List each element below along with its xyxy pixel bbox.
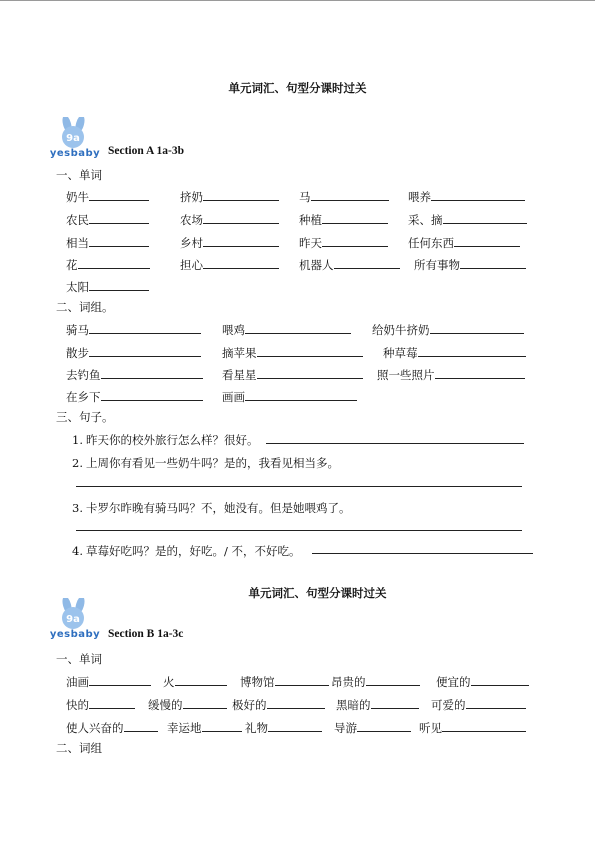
section-a-phrases-heading: 二、词组。 — [56, 300, 114, 314]
phrase-label: 去钓鱼 — [66, 368, 101, 382]
answer-blank[interactable] — [89, 697, 135, 709]
answer-line[interactable] — [76, 486, 522, 487]
word-label: 乡村 — [180, 236, 203, 250]
sentence-text: 草莓好吃吗？是的，好吃。/ 不，不好吃。 — [86, 544, 301, 558]
section-a-words-heading: 一、单词 — [56, 168, 102, 182]
answer-blank[interactable] — [203, 235, 279, 247]
answer-blank[interactable] — [257, 367, 363, 379]
top-rule — [0, 0, 595, 1]
yesbaby-logo — [45, 598, 105, 642]
word-label: 便宜的 — [436, 675, 471, 689]
answer-line[interactable] — [76, 530, 522, 531]
phrase-label: 在乡下 — [66, 390, 101, 404]
words-row — [0, 697, 595, 713]
word-label: 昂贵的 — [331, 675, 366, 689]
word-label: 太阳 — [66, 280, 89, 294]
word-label: 可爱的 — [431, 698, 466, 712]
svg-text:9a: 9a — [66, 133, 80, 144]
answer-blank[interactable] — [431, 189, 525, 201]
phrase-label: 种草莓 — [383, 346, 418, 360]
word-label: 火 — [163, 675, 175, 689]
phrase-label: 散步 — [66, 346, 89, 360]
answer-blank[interactable] — [311, 189, 389, 201]
sentence-item: 4. 草莓好吃吗？是的，好吃。/ 不，不好吃。 — [72, 544, 301, 558]
section-a-title: Section A 1a-3b — [108, 145, 185, 157]
yesbaby-logo — [45, 117, 105, 161]
sentence-text: 上周你有看见一些奶牛吗？是的，我看见相当多。 — [86, 456, 339, 470]
answer-line[interactable] — [266, 443, 524, 444]
answer-blank[interactable] — [322, 235, 388, 247]
section-b-title: Section B 1a-3c — [108, 628, 184, 640]
answer-blank[interactable] — [257, 345, 363, 357]
word-label: 喂养 — [408, 190, 431, 204]
answer-blank[interactable] — [89, 322, 201, 334]
answer-blank[interactable] — [245, 322, 351, 334]
answer-blank[interactable] — [245, 389, 357, 401]
answer-blank[interactable] — [442, 720, 526, 732]
answer-blank[interactable] — [78, 257, 150, 269]
phrase-label: 摘苹果 — [222, 346, 257, 360]
sentence-item: 2. 上周你有看见一些奶牛吗？是的，我看见相当多。 — [72, 456, 339, 470]
phrase-label: 喂鸡 — [222, 323, 245, 337]
word-label: 农民 — [66, 213, 89, 227]
answer-blank[interactable] — [275, 674, 329, 686]
words-row — [0, 212, 595, 228]
words-row — [0, 189, 595, 205]
word-label: 马 — [299, 190, 311, 204]
phrase-label: 给奶牛挤奶 — [372, 323, 430, 337]
answer-blank[interactable] — [124, 720, 158, 732]
answer-blank[interactable] — [454, 235, 520, 247]
words-row — [0, 674, 595, 690]
section-b-words-heading: 一、单词 — [56, 652, 102, 666]
words-row — [0, 720, 595, 736]
answer-blank[interactable] — [435, 367, 525, 379]
word-label: 幸运地 — [167, 721, 202, 735]
answer-blank[interactable] — [357, 720, 411, 732]
answer-line[interactable] — [312, 553, 533, 554]
answer-blank[interactable] — [203, 212, 279, 224]
answer-blank[interactable] — [89, 189, 149, 201]
page-title: 单元词汇、句型分课时过关 — [228, 81, 367, 95]
word-label: 机器人 — [299, 258, 334, 272]
word-label: 挤奶 — [180, 190, 203, 204]
answer-blank[interactable] — [267, 697, 325, 709]
word-label: 快的 — [66, 698, 89, 712]
word-label: 采、摘 — [408, 213, 443, 227]
word-label: 油画 — [66, 675, 89, 689]
answer-blank[interactable] — [202, 720, 242, 732]
answer-blank[interactable] — [89, 279, 149, 291]
word-label: 极好的 — [232, 698, 267, 712]
answer-blank[interactable] — [443, 212, 527, 224]
word-label: 农场 — [180, 213, 203, 227]
answer-blank[interactable] — [101, 367, 203, 379]
section-a-sentences-heading: 三、句子。 — [56, 410, 114, 424]
answer-blank[interactable] — [460, 257, 526, 269]
word-label: 花 — [66, 258, 78, 272]
word-label: 奶牛 — [66, 190, 89, 204]
word-label: 博物馆 — [240, 675, 275, 689]
word-label: 相当 — [66, 236, 89, 250]
svg-text:9a: 9a — [66, 614, 80, 625]
word-label: 使人兴奋的 — [66, 721, 124, 735]
sentence-text: 卡罗尔昨晚有骑马吗？不，她没有。但是她喂鸡了。 — [86, 501, 351, 515]
word-label: 任何东西 — [408, 236, 454, 250]
word-label: 礼物 — [245, 721, 268, 735]
answer-blank[interactable] — [203, 189, 279, 201]
words-row — [0, 235, 595, 251]
phrases-row — [0, 345, 595, 361]
phrase-label: 照一些照片 — [377, 368, 435, 382]
answer-blank[interactable] — [203, 257, 279, 269]
answer-blank[interactable] — [268, 720, 322, 732]
sentence-item: 3. 卡罗尔昨晚有骑马吗？不，她没有。但是她喂鸡了。 — [72, 501, 351, 515]
answer-blank[interactable] — [418, 345, 526, 357]
answer-blank[interactable] — [89, 345, 201, 357]
answer-blank[interactable] — [89, 674, 151, 686]
sentence-text: 昨天你的校外旅行怎么样？很好。 — [86, 433, 259, 447]
phrase-label: 看星星 — [222, 368, 257, 382]
word-label: 种植 — [299, 213, 322, 227]
sentence-item: 1. 昨天你的校外旅行怎么样？很好。 — [72, 433, 259, 447]
phrases-row — [0, 322, 595, 338]
phrases-row — [0, 389, 595, 405]
section-b-phrases-heading: 二、词组 — [56, 741, 102, 755]
word-label: 所有事物 — [414, 258, 460, 272]
words-row — [0, 279, 595, 295]
answer-blank[interactable] — [471, 674, 529, 686]
word-label: 担心 — [180, 258, 203, 272]
answer-blank[interactable] — [334, 257, 400, 269]
word-label: 昨天 — [299, 236, 322, 250]
phrases-row — [0, 367, 595, 383]
word-label: 导游 — [334, 721, 357, 735]
answer-blank[interactable] — [430, 322, 524, 334]
answer-blank[interactable] — [101, 389, 203, 401]
answer-blank[interactable] — [89, 235, 149, 247]
word-label: 黑暗的 — [336, 698, 371, 712]
page-title-2: 单元词汇、句型分课时过关 — [248, 586, 387, 600]
answer-blank[interactable] — [466, 697, 526, 709]
phrase-label: 骑马 — [66, 323, 89, 337]
answer-blank[interactable] — [89, 212, 149, 224]
answer-blank[interactable] — [175, 674, 227, 686]
answer-blank[interactable] — [366, 674, 420, 686]
svg-text:yesbaby: yesbaby — [49, 629, 101, 640]
svg-text:yesbaby: yesbaby — [49, 148, 101, 159]
words-row — [0, 257, 595, 273]
word-label: 听见 — [419, 721, 442, 735]
answer-blank[interactable] — [322, 212, 388, 224]
answer-blank[interactable] — [371, 697, 419, 709]
phrase-label: 画画 — [222, 390, 245, 404]
word-label: 缓慢的 — [148, 698, 183, 712]
answer-blank[interactable] — [183, 697, 227, 709]
